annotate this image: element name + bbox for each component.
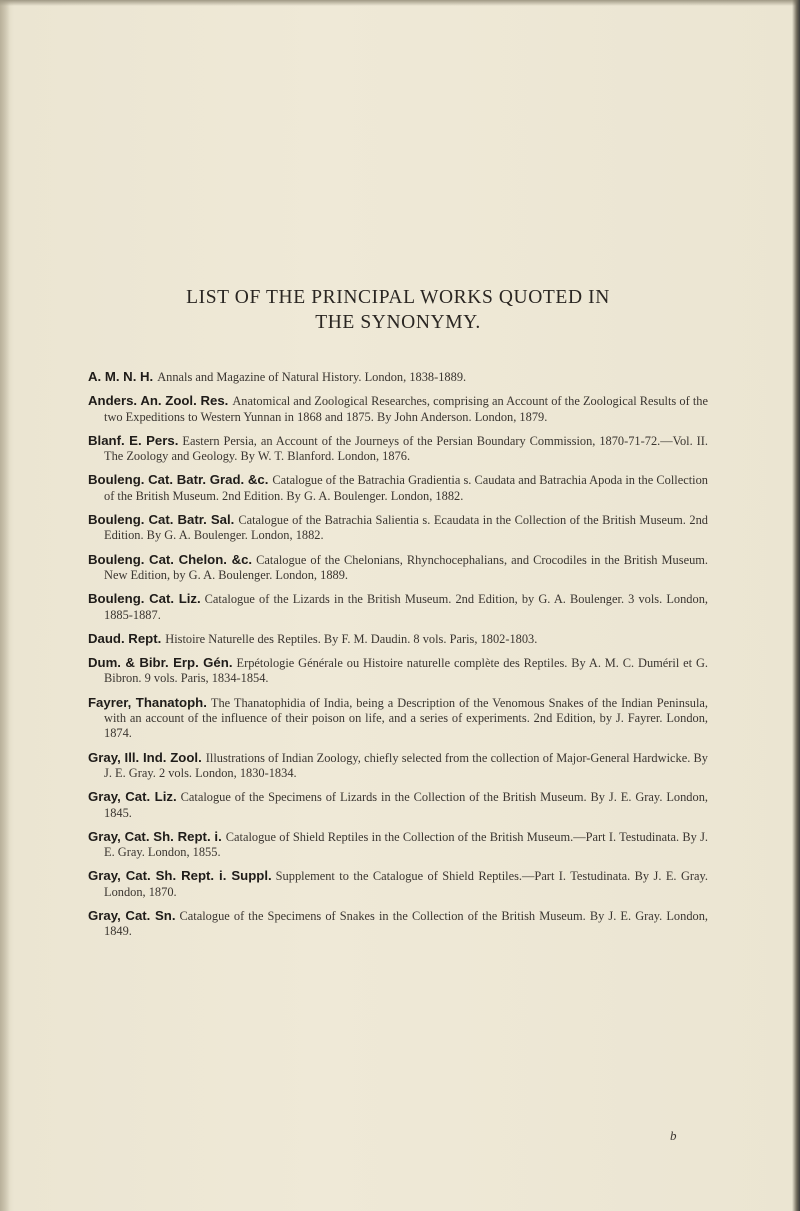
bibliography-entry xyxy=(88,655,708,687)
entry-description: Catalogue of the Chelonians, Rhynchocephalians, and Crocodiles in the British Museum. New Edition, by G. A. Boulenger. London, 1889. xyxy=(104,552,709,582)
entry-abbreviation: Bouleng. Cat. Chelon. &c. xyxy=(88,551,253,567)
bibliography-entry xyxy=(88,472,708,504)
entry-abbreviation: Bouleng. Cat. Batr. Grad. &c. xyxy=(88,472,269,488)
entry-abbreviation: Gray, Cat. Sh. Rept. i. xyxy=(88,828,222,844)
entry-description: Supplement to the Catalogue of Shield Reptiles.—Part I. Testudinata. By J. E. Gray. London, 1870. xyxy=(104,869,709,899)
page-title-line-2: THE SYNONYMY. xyxy=(315,312,481,333)
bibliography-entry xyxy=(88,829,708,861)
entry-description: Illustrations of Indian Zoology, chiefly selected from the collection of Major-General Hardwicke. By J. E. Gray. 2 vols. London, 1830-1834. xyxy=(104,750,709,780)
page-title xyxy=(88,285,708,335)
page-title-line-1: LIST OF THE PRINCIPAL WORKS QUOTED IN xyxy=(186,287,610,308)
entry-abbreviation: Fayrer, Thanatoph. xyxy=(88,694,207,710)
entry-description: Catalogue of Shield Reptiles in the Collection of the British Museum.—Part I. Testudinata. By J. E. Gray. London, 1855. xyxy=(104,829,709,860)
bibliography-entry xyxy=(88,369,708,385)
bibliography-entry xyxy=(88,868,708,900)
entry-description: Anatomical and Zoological Researches, comprising an Account of the Zoological Results of the two Expeditions to Western Yunnan in 1868 and 1875. By John Anderson. London, 1879. xyxy=(104,394,708,424)
entry-description: The Thanatophidia of India, being a Description of the Venomous Snakes of the Indian Peninsula, with an account of the influence of their poison on life, and a series of experiments. 2nd Edition, by J. Fayrer. London, 1874. xyxy=(104,695,709,741)
entry-description: Eastern Persia, an Account of the Journeys of the Persian Boundary Commission, 1870-71-72.—Vol. II. The Zoology and Geology. By W. T. Blanford. London, 1876. xyxy=(104,433,709,464)
entry-abbreviation: Gray, Cat. Liz. xyxy=(88,789,177,805)
entry-abbreviation: Bouleng. Cat. Batr. Sal. xyxy=(88,512,235,528)
entry-abbreviation: Blanf. E. Pers. xyxy=(88,432,179,448)
entry-description: Histoire Naturelle des Reptiles. By F. M. Daudin. 8 vols. Paris, 1802-1803. xyxy=(165,631,538,646)
entry-abbreviation: Daud. Rept. xyxy=(88,630,162,646)
entry-abbreviation: Gray, Cat. Sn. xyxy=(88,908,176,924)
entry-description: Catalogue of the Batrachia Gradientia s. Caudata and Batrachia Apoda in the Collection of the British Museum. 2nd Edition. By G. A. Boulenger. London, 1882. xyxy=(104,473,708,503)
bibliography-entry xyxy=(88,512,708,544)
bibliography-entry xyxy=(88,552,708,584)
entry-description: Erpétologie Générale ou Histoire naturelle complète des Reptiles. By A. M. C. Duméril et G. Bibron. 9 vols. Paris, 1834-1854. xyxy=(104,656,709,686)
entry-description: Catalogue of the Specimens of Lizards in the Collection of the British Museum. By J. E. Gray. London, 1845. xyxy=(104,790,708,820)
bibliography-entry xyxy=(88,750,708,782)
bibliography-entry xyxy=(88,789,708,821)
entry-abbreviation: A. M. N. H. xyxy=(88,369,154,384)
signature-mark: b xyxy=(670,1128,677,1143)
top-edge-shadow xyxy=(0,0,800,6)
entry-description: Catalogue of the Specimens of Snakes in the Collection of the British Museum. By J. E. Gray. London, 1849. xyxy=(104,909,709,939)
bibliography-entry xyxy=(88,631,708,647)
bibliography-list xyxy=(88,369,708,940)
page-content xyxy=(88,285,708,948)
entry-abbreviation: Gray, Cat. Sh. Rept. i. Suppl. xyxy=(88,868,272,884)
bibliography-entry xyxy=(88,908,708,940)
entry-description: Catalogue of the Lizards in the British Museum. 2nd Edition, by G. A. Boulenger. 3 vols. London, 1885-1887. xyxy=(104,592,708,622)
bibliography-entry xyxy=(88,591,708,623)
entry-abbreviation: Gray, Ill. Ind. Zool. xyxy=(88,749,202,765)
bibliography-entry xyxy=(88,433,708,465)
entry-abbreviation: Bouleng. Cat. Liz. xyxy=(88,591,201,607)
bibliography-entry xyxy=(88,393,708,425)
spine-shadow xyxy=(0,0,10,1211)
entry-abbreviation: Dum. & Bibr. Erp. Gén. xyxy=(88,655,233,671)
bibliography-entry xyxy=(88,695,708,742)
entry-abbreviation: Anders. An. Zool. Res. xyxy=(88,393,229,409)
entry-description: Annals and Magazine of Natural History. London, 1838-1889. xyxy=(157,370,467,384)
right-edge-shadow xyxy=(792,0,800,1211)
entry-description: Catalogue of the Batrachia Salientia s. Ecaudata in the Collection of the British Museum. 2nd Edition. By G. A. Boulenger. London, 1882. xyxy=(104,513,708,543)
